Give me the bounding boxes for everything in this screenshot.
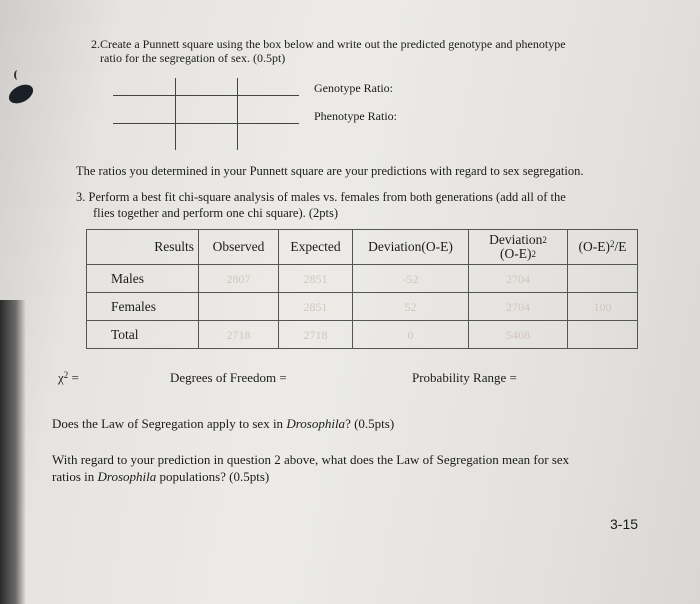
table-cell[interactable] xyxy=(353,265,469,293)
dev-sq-top: Deviation xyxy=(489,232,543,247)
grid-line xyxy=(113,123,299,124)
table-cell[interactable] xyxy=(279,293,353,321)
table-cell[interactable] xyxy=(353,293,469,321)
dev-sq-bottom: (O-E) xyxy=(500,246,532,261)
chi-symbol: χ xyxy=(58,370,64,385)
regard-italic: Drosophila xyxy=(97,469,157,484)
regard-prefix: ratios in xyxy=(52,469,98,484)
grid-line xyxy=(237,78,238,150)
genotype-ratio-label: Genotype Ratio: xyxy=(314,81,393,95)
question-2-line-2: ratio for the segregation of sex. (0.5pt) xyxy=(100,51,286,65)
row-label-males: Males xyxy=(87,265,199,293)
phenotype-ratio-label: Phenotype Ratio: xyxy=(314,109,397,123)
page-number: 3-15 xyxy=(610,516,639,532)
page-shadow xyxy=(0,300,26,604)
table-cell[interactable] xyxy=(568,293,638,321)
header-expected: Expected xyxy=(279,230,353,265)
dev-sq-sup: 2 xyxy=(542,235,547,245)
header-results: Results xyxy=(87,230,199,265)
dev-sq-bottom-sup: 2 xyxy=(531,249,536,259)
table-cell[interactable] xyxy=(353,321,469,349)
ghost-text: 2851 xyxy=(303,299,328,314)
table-cell[interactable] xyxy=(199,265,279,293)
table-header-row xyxy=(87,230,638,265)
table-cell[interactable] xyxy=(279,321,353,349)
law-question-prefix: Does the Law of Segregation apply to sex in xyxy=(52,416,287,431)
ghost-text: 5408 xyxy=(506,327,530,342)
law-question-italic: Drosophila xyxy=(286,416,346,431)
chi-col-text: (O-E) xyxy=(578,239,610,254)
table-cell[interactable] xyxy=(469,293,568,321)
ghost-text: -52 xyxy=(402,271,419,286)
ghost-text: 2851 xyxy=(303,271,328,286)
ghost-text: 2807 xyxy=(226,271,251,286)
ghost-text: 2718 xyxy=(303,327,328,342)
ratios-note: The ratios you determined in your Punnett square are your predictions with regard to sex segregation. xyxy=(76,164,584,178)
row-label-females: Females xyxy=(87,293,199,321)
binder-hole xyxy=(6,81,36,107)
grid-line xyxy=(175,78,176,150)
chi-sup: 2 xyxy=(63,370,69,380)
header-deviation: Deviation(O-E) xyxy=(353,230,469,265)
degrees-of-freedom-label: Degrees of Freedom = xyxy=(170,370,287,385)
ghost-text: 2704 xyxy=(506,271,530,286)
header-chi-contribution xyxy=(568,230,638,265)
table-cell[interactable] xyxy=(568,265,638,293)
table-cell[interactable] xyxy=(469,265,568,293)
law-question xyxy=(52,416,394,432)
ghost-text: 100 xyxy=(593,299,612,314)
question-3-line-2: flies together and perform one chi square). (2pts) xyxy=(93,206,339,220)
table-row xyxy=(87,293,638,321)
law-question-suffix: ? (0.5pts) xyxy=(345,416,395,431)
chi-square-table xyxy=(86,229,638,349)
table-cell[interactable] xyxy=(279,265,353,293)
chi-square-label xyxy=(58,370,79,386)
ghost-text: 0 xyxy=(407,327,414,342)
ghost-text: 52 xyxy=(404,299,417,314)
question-2-line-1: 2.Create a Punnett square using the box below and write out the predicted genotype and phenotype xyxy=(91,37,566,51)
binder-hole-mark xyxy=(14,70,21,80)
grid-line xyxy=(113,95,299,96)
chi-col-end: /E xyxy=(614,239,627,254)
ghost-text: 2718 xyxy=(226,327,251,342)
chi-eq: = xyxy=(68,370,79,385)
table-row xyxy=(87,265,638,293)
header-deviation-squared xyxy=(469,230,568,265)
table-cell[interactable] xyxy=(199,321,279,349)
ghost-text: 2704 xyxy=(506,299,530,314)
table-cell[interactable] xyxy=(199,293,279,321)
probability-range-label: Probability Range = xyxy=(412,370,517,385)
regard-question-line-1: With regard to your prediction in question 2 above, what does the Law of Segregation mean for sex xyxy=(52,452,570,467)
regard-question-line-2 xyxy=(52,469,269,485)
regard-suffix: populations? (0.5pts) xyxy=(156,469,270,484)
header-observed: Observed xyxy=(199,230,279,265)
chi-col-sup: 2 xyxy=(609,239,615,249)
table-cell[interactable] xyxy=(568,321,638,349)
table-cell[interactable] xyxy=(469,321,568,349)
punnett-square[interactable] xyxy=(113,78,299,150)
table-row xyxy=(87,321,638,349)
question-3-line-1: 3. Perform a best fit chi-square analysis of males vs. females from both generations (add all of the xyxy=(76,190,566,204)
row-label-total: Total xyxy=(87,321,199,349)
